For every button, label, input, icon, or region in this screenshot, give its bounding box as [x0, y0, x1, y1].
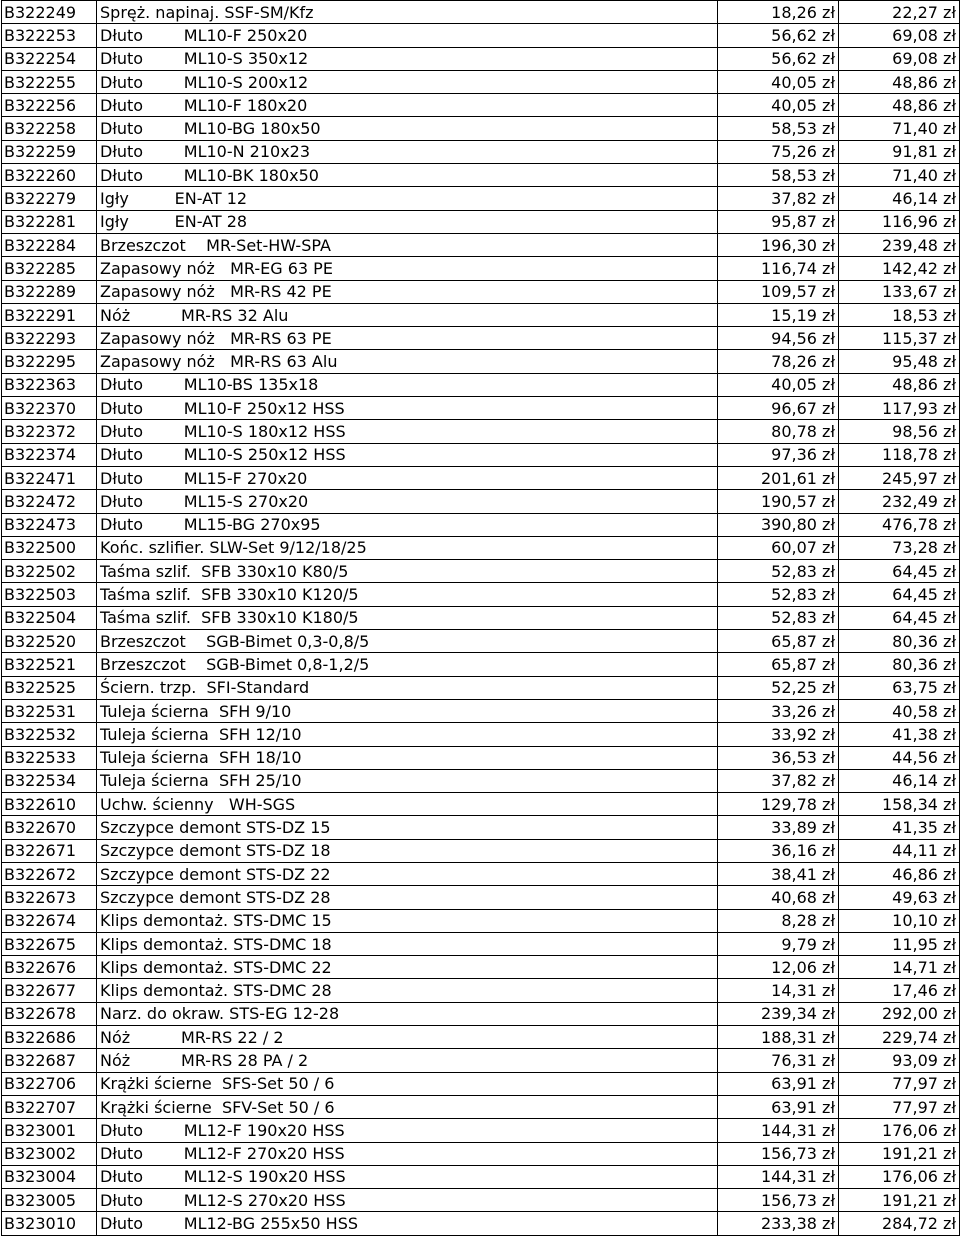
gross-price-cell: 18,53 zł: [839, 303, 960, 326]
product-code-cell: B322472: [2, 490, 97, 513]
table-row: [2, 443, 960, 466]
table-row: [2, 932, 960, 955]
product-code-cell: B322256: [2, 94, 97, 117]
product-code-cell: B322471: [2, 466, 97, 489]
product-description-cell: Szczypce demont STS-DZ 22: [97, 862, 718, 885]
product-code-cell: B322284: [2, 233, 97, 256]
net-price-cell: 129,78 zł: [718, 793, 839, 816]
gross-price-cell: 115,37 zł: [839, 327, 960, 350]
table-row: [2, 630, 960, 653]
product-code-cell: B322502: [2, 560, 97, 583]
price-list-table: [1, 0, 960, 1236]
net-price-cell: 56,62 zł: [718, 24, 839, 47]
gross-price-cell: 80,36 zł: [839, 630, 960, 653]
table-row: [2, 1, 960, 24]
product-code-cell: B323010: [2, 1212, 97, 1235]
product-description-cell: Dłuto ML12-S 190x20 HSS: [97, 1165, 718, 1188]
product-description-cell: Nóż MR-RS 22 / 2: [97, 1026, 718, 1049]
product-description-cell: Zapasowy nóż MR-EG 63 PE: [97, 257, 718, 280]
table-row: [2, 1095, 960, 1118]
product-code-cell: B322258: [2, 117, 97, 140]
product-description-cell: Igły EN-AT 12: [97, 187, 718, 210]
gross-price-cell: 22,27 zł: [839, 1, 960, 24]
product-code-cell: B322500: [2, 536, 97, 559]
product-code-cell: B322676: [2, 956, 97, 979]
net-price-cell: 63,91 zł: [718, 1072, 839, 1095]
product-code-cell: B322525: [2, 676, 97, 699]
net-price-cell: 36,16 zł: [718, 839, 839, 862]
product-description-cell: Dłuto ML12-S 270x20 HSS: [97, 1189, 718, 1212]
product-description-cell: Klips demontaż. STS-DMC 15: [97, 909, 718, 932]
gross-price-cell: 98,56 zł: [839, 420, 960, 443]
gross-price-cell: 49,63 zł: [839, 886, 960, 909]
table-row: [2, 583, 960, 606]
table-row: [2, 676, 960, 699]
product-description-cell: Zapasowy nóż MR-RS 42 PE: [97, 280, 718, 303]
product-code-cell: B322672: [2, 862, 97, 885]
net-price-cell: 188,31 zł: [718, 1026, 839, 1049]
net-price-cell: 78,26 zł: [718, 350, 839, 373]
net-price-cell: 97,36 zł: [718, 443, 839, 466]
product-description-cell: Dłuto ML10-BK 180x50: [97, 164, 718, 187]
product-description-cell: Dłuto ML10-S 250x12 HSS: [97, 443, 718, 466]
gross-price-cell: 77,97 zł: [839, 1072, 960, 1095]
product-description-cell: Klips demontaż. STS-DMC 28: [97, 979, 718, 1002]
gross-price-cell: 142,42 zł: [839, 257, 960, 280]
product-code-cell: B322253: [2, 24, 97, 47]
table-row: [2, 94, 960, 117]
product-code-cell: B322686: [2, 1026, 97, 1049]
product-code-cell: B322285: [2, 257, 97, 280]
gross-price-cell: 46,14 zł: [839, 769, 960, 792]
table-row: [2, 1026, 960, 1049]
product-code-cell: B322279: [2, 187, 97, 210]
product-code-cell: B322706: [2, 1072, 97, 1095]
product-description-cell: Dłuto ML15-S 270x20: [97, 490, 718, 513]
product-code-cell: B322674: [2, 909, 97, 932]
net-price-cell: 18,26 zł: [718, 1, 839, 24]
product-description-cell: Igły EN-AT 28: [97, 210, 718, 233]
product-description-cell: Zapasowy nóż MR-RS 63 Alu: [97, 350, 718, 373]
gross-price-cell: 64,45 zł: [839, 606, 960, 629]
gross-price-cell: 40,58 zł: [839, 699, 960, 722]
table-row: [2, 1189, 960, 1212]
table-row: [2, 839, 960, 862]
net-price-cell: 239,34 zł: [718, 1002, 839, 1025]
product-code-cell: B322521: [2, 653, 97, 676]
table-row: [2, 1142, 960, 1165]
net-price-cell: 36,53 zł: [718, 746, 839, 769]
net-price-cell: 12,06 zł: [718, 956, 839, 979]
gross-price-cell: 64,45 zł: [839, 583, 960, 606]
product-description-cell: Krążki ścierne SFS-Set 50 / 6: [97, 1072, 718, 1095]
gross-price-cell: 118,78 zł: [839, 443, 960, 466]
gross-price-cell: 158,34 zł: [839, 793, 960, 816]
gross-price-cell: 48,86 zł: [839, 70, 960, 93]
net-price-cell: 33,92 zł: [718, 723, 839, 746]
gross-price-cell: 239,48 zł: [839, 233, 960, 256]
net-price-cell: 38,41 zł: [718, 862, 839, 885]
product-description-cell: Brzeszczot MR-Set-HW-SPA: [97, 233, 718, 256]
product-code-cell: B322291: [2, 303, 97, 326]
net-price-cell: 94,56 zł: [718, 327, 839, 350]
product-code-cell: B323005: [2, 1189, 97, 1212]
gross-price-cell: 229,74 zł: [839, 1026, 960, 1049]
net-price-cell: 52,25 zł: [718, 676, 839, 699]
net-price-cell: 58,53 zł: [718, 117, 839, 140]
product-code-cell: B322675: [2, 932, 97, 955]
product-code-cell: B322370: [2, 397, 97, 420]
product-code-cell: B322473: [2, 513, 97, 536]
gross-price-cell: 44,56 zł: [839, 746, 960, 769]
gross-price-cell: 48,86 zł: [839, 94, 960, 117]
table-row: [2, 653, 960, 676]
product-code-cell: B322671: [2, 839, 97, 862]
gross-price-cell: 64,45 zł: [839, 560, 960, 583]
product-description-cell: Dłuto ML10-S 180x12 HSS: [97, 420, 718, 443]
product-description-cell: Taśma szlif. SFB 330x10 K180/5: [97, 606, 718, 629]
table-row: [2, 1049, 960, 1072]
table-row: [2, 886, 960, 909]
net-price-cell: 52,83 zł: [718, 560, 839, 583]
gross-price-cell: 191,21 zł: [839, 1189, 960, 1212]
table-row: [2, 187, 960, 210]
gross-price-cell: 95,48 zł: [839, 350, 960, 373]
table-row: [2, 1119, 960, 1142]
net-price-cell: 196,30 zł: [718, 233, 839, 256]
net-price-cell: 96,67 zł: [718, 397, 839, 420]
gross-price-cell: 93,09 zł: [839, 1049, 960, 1072]
product-code-cell: B322295: [2, 350, 97, 373]
net-price-cell: 63,91 zł: [718, 1095, 839, 1118]
net-price-cell: 109,57 zł: [718, 280, 839, 303]
product-code-cell: B323002: [2, 1142, 97, 1165]
net-price-cell: 95,87 zł: [718, 210, 839, 233]
table-row: [2, 303, 960, 326]
table-row: [2, 723, 960, 746]
gross-price-cell: 71,40 zł: [839, 117, 960, 140]
product-description-cell: Dłuto ML10-N 210x23: [97, 140, 718, 163]
net-price-cell: 390,80 zł: [718, 513, 839, 536]
product-description-cell: Dłuto ML10-F 250x12 HSS: [97, 397, 718, 420]
gross-price-cell: 71,40 zł: [839, 164, 960, 187]
table-row: [2, 606, 960, 629]
gross-price-cell: 11,95 zł: [839, 932, 960, 955]
product-description-cell: Dłuto ML10-BG 180x50: [97, 117, 718, 140]
net-price-cell: 75,26 zł: [718, 140, 839, 163]
table-row: [2, 350, 960, 373]
table-row: [2, 466, 960, 489]
table-row: [2, 979, 960, 1002]
product-description-cell: Końc. szlifier. SLW-Set 9/12/18/25: [97, 536, 718, 559]
product-code-cell: B322374: [2, 443, 97, 466]
gross-price-cell: 232,49 zł: [839, 490, 960, 513]
net-price-cell: 15,19 zł: [718, 303, 839, 326]
price-list-body: [2, 1, 960, 1236]
table-row: [2, 699, 960, 722]
product-description-cell: Dłuto ML10-S 200x12: [97, 70, 718, 93]
product-description-cell: Krążki ścierne SFV-Set 50 / 6: [97, 1095, 718, 1118]
table-row: [2, 164, 960, 187]
product-description-cell: Tuleja ścierna SFH 12/10: [97, 723, 718, 746]
product-description-cell: Dłuto ML12-F 190x20 HSS: [97, 1119, 718, 1142]
gross-price-cell: 116,96 zł: [839, 210, 960, 233]
net-price-cell: 14,31 zł: [718, 979, 839, 1002]
product-code-cell: B322363: [2, 373, 97, 396]
gross-price-cell: 69,08 zł: [839, 24, 960, 47]
gross-price-cell: 80,36 zł: [839, 653, 960, 676]
gross-price-cell: 17,46 zł: [839, 979, 960, 1002]
product-code-cell: B322534: [2, 769, 97, 792]
table-row: [2, 793, 960, 816]
gross-price-cell: 176,06 zł: [839, 1165, 960, 1188]
table-row: [2, 233, 960, 256]
product-description-cell: Dłuto ML15-F 270x20: [97, 466, 718, 489]
net-price-cell: 60,07 zł: [718, 536, 839, 559]
product-description-cell: Taśma szlif. SFB 330x10 K120/5: [97, 583, 718, 606]
table-row: [2, 1212, 960, 1235]
gross-price-cell: 10,10 zł: [839, 909, 960, 932]
table-row: [2, 210, 960, 233]
gross-price-cell: 14,71 zł: [839, 956, 960, 979]
net-price-cell: 80,78 zł: [718, 420, 839, 443]
gross-price-cell: 292,00 zł: [839, 1002, 960, 1025]
product-code-cell: B322503: [2, 583, 97, 606]
product-description-cell: Szczypce demont STS-DZ 18: [97, 839, 718, 862]
product-code-cell: B322533: [2, 746, 97, 769]
net-price-cell: 201,61 zł: [718, 466, 839, 489]
product-code-cell: B322670: [2, 816, 97, 839]
net-price-cell: 40,05 zł: [718, 70, 839, 93]
table-row: [2, 1002, 960, 1025]
gross-price-cell: 63,75 zł: [839, 676, 960, 699]
product-description-cell: Klips demontaż. STS-DMC 22: [97, 956, 718, 979]
table-row: [2, 816, 960, 839]
product-code-cell: B322532: [2, 723, 97, 746]
net-price-cell: 52,83 zł: [718, 583, 839, 606]
product-code-cell: B322293: [2, 327, 97, 350]
product-description-cell: Dłuto ML10-BS 135x18: [97, 373, 718, 396]
net-price-cell: 65,87 zł: [718, 630, 839, 653]
net-price-cell: 76,31 zł: [718, 1049, 839, 1072]
net-price-cell: 144,31 zł: [718, 1119, 839, 1142]
product-code-cell: B322677: [2, 979, 97, 1002]
net-price-cell: 33,26 zł: [718, 699, 839, 722]
product-code-cell: B322687: [2, 1049, 97, 1072]
product-code-cell: B322260: [2, 164, 97, 187]
gross-price-cell: 46,86 zł: [839, 862, 960, 885]
net-price-cell: 40,68 zł: [718, 886, 839, 909]
table-row: [2, 1165, 960, 1188]
product-code-cell: B322673: [2, 886, 97, 909]
net-price-cell: 144,31 zł: [718, 1165, 839, 1188]
product-description-cell: Zapasowy nóż MR-RS 63 PE: [97, 327, 718, 350]
product-code-cell: B322281: [2, 210, 97, 233]
table-row: [2, 560, 960, 583]
gross-price-cell: 245,97 zł: [839, 466, 960, 489]
table-row: [2, 24, 960, 47]
table-row: [2, 257, 960, 280]
net-price-cell: 8,28 zł: [718, 909, 839, 932]
product-description-cell: Tuleja ścierna SFH 18/10: [97, 746, 718, 769]
product-code-cell: B322531: [2, 699, 97, 722]
gross-price-cell: 176,06 zł: [839, 1119, 960, 1142]
product-code-cell: B323001: [2, 1119, 97, 1142]
product-description-cell: Dłuto ML10-F 180x20: [97, 94, 718, 117]
table-row: [2, 490, 960, 513]
net-price-cell: 52,83 zł: [718, 606, 839, 629]
gross-price-cell: 41,38 zł: [839, 723, 960, 746]
gross-price-cell: 284,72 zł: [839, 1212, 960, 1235]
gross-price-cell: 48,86 zł: [839, 373, 960, 396]
product-description-cell: Szczypce demont STS-DZ 15: [97, 816, 718, 839]
product-code-cell: B322289: [2, 280, 97, 303]
product-description-cell: Spręż. napinaj. SSF-SM/Kfz: [97, 1, 718, 24]
product-description-cell: Narz. do okraw. STS-EG 12-28: [97, 1002, 718, 1025]
net-price-cell: 156,73 zł: [718, 1189, 839, 1212]
product-description-cell: Dłuto ML10-F 250x20: [97, 24, 718, 47]
product-description-cell: Tuleja ścierna SFH 25/10: [97, 769, 718, 792]
product-description-cell: Dłuto ML12-F 270x20 HSS: [97, 1142, 718, 1165]
net-price-cell: 33,89 zł: [718, 816, 839, 839]
product-description-cell: Nóż MR-RS 32 Alu: [97, 303, 718, 326]
net-price-cell: 56,62 zł: [718, 47, 839, 70]
product-code-cell: B322372: [2, 420, 97, 443]
table-row: [2, 70, 960, 93]
product-description-cell: Dłuto ML15-BG 270x95: [97, 513, 718, 536]
product-description-cell: Taśma szlif. SFB 330x10 K80/5: [97, 560, 718, 583]
net-price-cell: 9,79 zł: [718, 932, 839, 955]
gross-price-cell: 191,21 zł: [839, 1142, 960, 1165]
table-row: [2, 280, 960, 303]
product-description-cell: Dłuto ML12-BG 255x50 HSS: [97, 1212, 718, 1235]
table-row: [2, 420, 960, 443]
product-code-cell: B322610: [2, 793, 97, 816]
gross-price-cell: 44,11 zł: [839, 839, 960, 862]
product-code-cell: B322254: [2, 47, 97, 70]
product-code-cell: B322678: [2, 1002, 97, 1025]
product-description-cell: Uchw. ścienny WH-SGS: [97, 793, 718, 816]
gross-price-cell: 476,78 zł: [839, 513, 960, 536]
gross-price-cell: 133,67 zł: [839, 280, 960, 303]
table-row: [2, 536, 960, 559]
table-row: [2, 117, 960, 140]
table-row: [2, 1072, 960, 1095]
gross-price-cell: 69,08 zł: [839, 47, 960, 70]
product-description-cell: Brzeszczot SGB-Bimet 0,8-1,2/5: [97, 653, 718, 676]
net-price-cell: 40,05 zł: [718, 373, 839, 396]
table-row: [2, 746, 960, 769]
gross-price-cell: 117,93 zł: [839, 397, 960, 420]
table-row: [2, 909, 960, 932]
gross-price-cell: 91,81 zł: [839, 140, 960, 163]
table-row: [2, 397, 960, 420]
net-price-cell: 190,57 zł: [718, 490, 839, 513]
net-price-cell: 156,73 zł: [718, 1142, 839, 1165]
gross-price-cell: 41,35 zł: [839, 816, 960, 839]
net-price-cell: 40,05 zł: [718, 94, 839, 117]
product-code-cell: B322259: [2, 140, 97, 163]
product-description-cell: Tuleja ścierna SFH 9/10: [97, 699, 718, 722]
table-row: [2, 513, 960, 536]
table-row: [2, 140, 960, 163]
net-price-cell: 58,53 zł: [718, 164, 839, 187]
gross-price-cell: 77,97 zł: [839, 1095, 960, 1118]
table-row: [2, 769, 960, 792]
gross-price-cell: 46,14 zł: [839, 187, 960, 210]
net-price-cell: 37,82 zł: [718, 769, 839, 792]
net-price-cell: 233,38 zł: [718, 1212, 839, 1235]
table-row: [2, 956, 960, 979]
product-description-cell: Klips demontaż. STS-DMC 18: [97, 932, 718, 955]
table-row: [2, 47, 960, 70]
gross-price-cell: 73,28 zł: [839, 536, 960, 559]
product-description-cell: Ściern. trzp. SFI-Standard: [97, 676, 718, 699]
product-code-cell: B323004: [2, 1165, 97, 1188]
product-description-cell: Dłuto ML10-S 350x12: [97, 47, 718, 70]
net-price-cell: 116,74 zł: [718, 257, 839, 280]
product-code-cell: B322520: [2, 630, 97, 653]
product-description-cell: Nóż MR-RS 28 PA / 2: [97, 1049, 718, 1072]
product-code-cell: B322255: [2, 70, 97, 93]
net-price-cell: 37,82 zł: [718, 187, 839, 210]
product-code-cell: B322504: [2, 606, 97, 629]
table-row: [2, 327, 960, 350]
product-description-cell: Brzeszczot SGB-Bimet 0,3-0,8/5: [97, 630, 718, 653]
product-code-cell: B322707: [2, 1095, 97, 1118]
table-row: [2, 373, 960, 396]
product-code-cell: B322249: [2, 1, 97, 24]
net-price-cell: 65,87 zł: [718, 653, 839, 676]
product-description-cell: Szczypce demont STS-DZ 28: [97, 886, 718, 909]
table-row: [2, 862, 960, 885]
